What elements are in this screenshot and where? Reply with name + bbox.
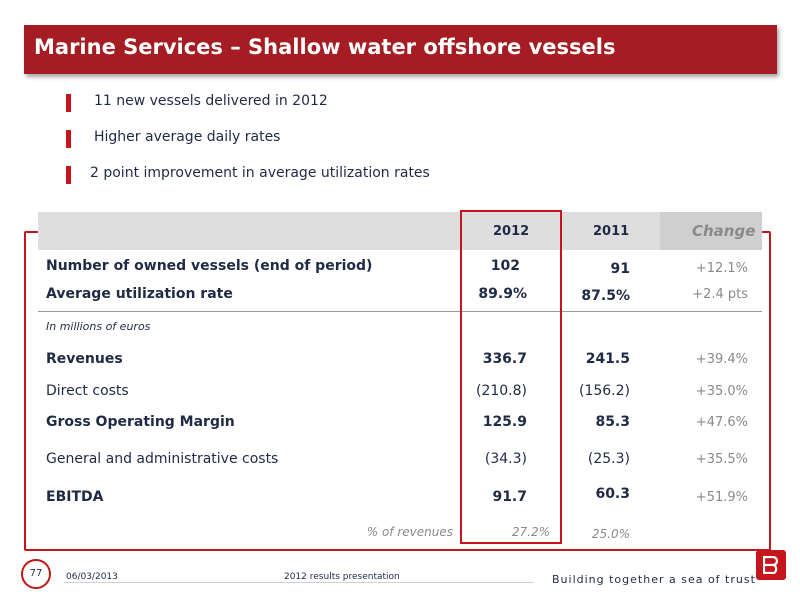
bullet-marker-icon	[66, 130, 71, 148]
footer-presentation-title: 2012 results presentation	[284, 572, 400, 582]
slide-title-bar	[24, 25, 777, 74]
page-number: 77	[21, 559, 51, 589]
header-change: Change	[692, 222, 756, 240]
cell-2012: 125.9	[482, 414, 527, 430]
cell-2011: 241.5	[585, 351, 630, 367]
pct-of-revenues-2011: 25.0%	[591, 527, 630, 541]
footer-divider	[64, 582, 534, 583]
table-header-band	[38, 212, 762, 250]
cell-2012: (34.3)	[484, 451, 527, 467]
logo-b-glyph-icon	[763, 556, 779, 574]
cell-change: +35.5%	[695, 452, 748, 467]
cell-2011: (156.2)	[578, 383, 630, 399]
bullet-text: 11 new vessels delivered in 2012	[94, 93, 328, 109]
cell-change: +47.6%	[695, 415, 748, 430]
cell-2012: 336.7	[482, 351, 527, 367]
row-label-revenues: Revenues	[46, 351, 123, 367]
cell-change: +39.4%	[695, 352, 748, 367]
cell-2011: (25.3)	[587, 451, 630, 467]
footer-date: 06/03/2013	[66, 572, 118, 582]
cell-2012: (210.8)	[475, 383, 527, 399]
cell-change: +2.4 pts	[692, 287, 748, 302]
cell-2011: 91	[610, 261, 630, 277]
slide-title: Marine Services – Shallow water offshore vessels	[34, 35, 616, 59]
cell-2011: 60.3	[595, 486, 630, 502]
cell-2011: 85.3	[595, 414, 630, 430]
header-2012: 2012	[493, 224, 530, 239]
cell-change: +51.9%	[695, 490, 748, 505]
cell-2012: 91.7	[492, 489, 527, 505]
row-label-utilization: Average utilization rate	[46, 286, 233, 302]
row-label-ebitda: EBITDA	[46, 489, 104, 505]
pct-of-revenues-label: % of revenues	[366, 525, 453, 539]
row-label-owned-vessels: Number of owned vessels (end of period)	[46, 258, 373, 274]
footer-tagline: Building together a sea of trust	[552, 573, 756, 586]
cell-2012: 89.9%	[478, 286, 527, 302]
bourbon-b-logo-icon	[756, 550, 786, 580]
bullet-text: 2 point improvement in average utilization rates	[90, 165, 430, 181]
pct-of-revenues-2012: 27.2%	[511, 525, 550, 539]
table-separator	[38, 311, 762, 312]
units-note: In millions of euros	[46, 320, 151, 333]
bullet-text: Higher average daily rates	[94, 129, 281, 145]
highlight-2012-column	[460, 210, 562, 544]
header-2011: 2011	[593, 224, 630, 239]
row-label-g-and-a-costs: General and administrative costs	[46, 451, 279, 467]
table-frame	[24, 231, 771, 551]
row-label-direct-costs: Direct costs	[46, 383, 129, 399]
cell-2011: 87.5%	[581, 288, 630, 304]
bullet-marker-icon	[66, 94, 71, 112]
cell-change: +12.1%	[695, 261, 748, 276]
row-label-gross-operating-margin: Gross Operating Margin	[46, 414, 235, 430]
bullet-marker-icon	[66, 166, 71, 184]
cell-change: +35.0%	[695, 384, 748, 399]
cell-2012: 102	[490, 258, 520, 274]
